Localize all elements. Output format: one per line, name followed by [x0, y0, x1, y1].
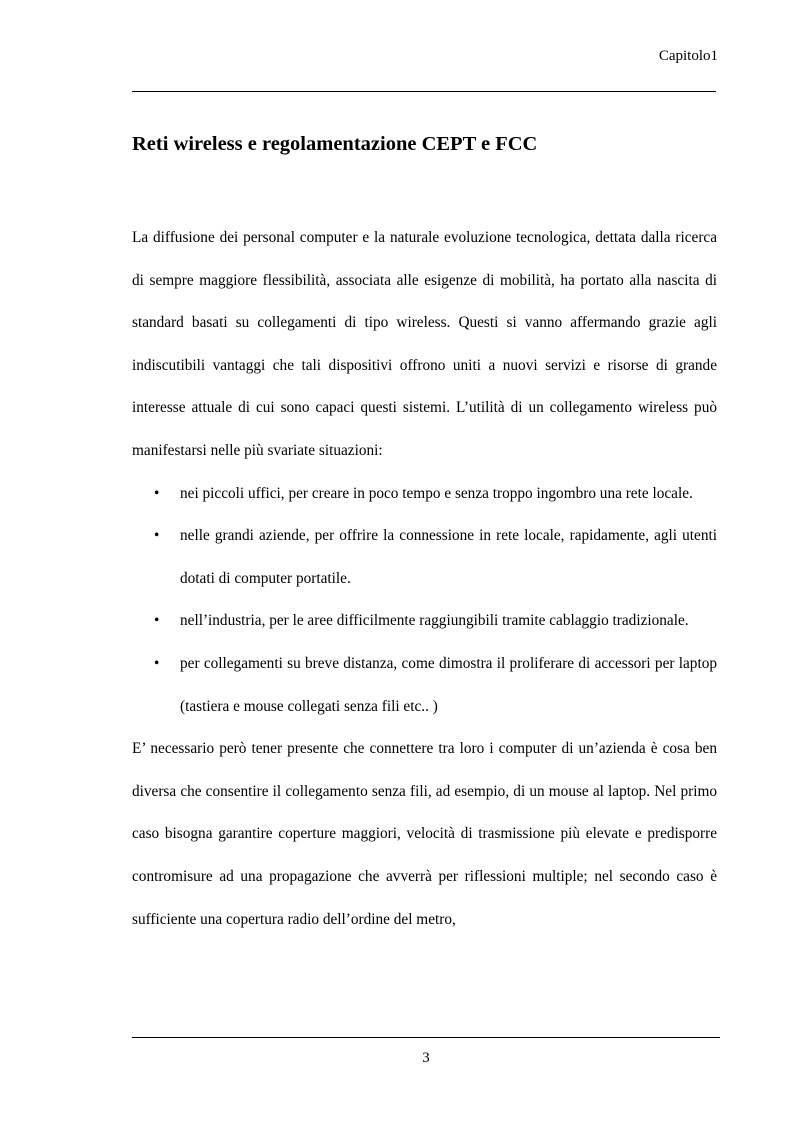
list-item-text: per collegamenti su breve distanza, come dimostra il proliferare di accessori per laptop (tastiera e mouse collegati senza fili etc.. ) [180, 654, 717, 715]
list-item [132, 473, 717, 516]
running-header: Capitolo1 [658, 48, 718, 64]
section-title: Reti wireless e regolamentazione CEPT e FCC [132, 133, 538, 155]
header-rule [132, 91, 716, 92]
bullet-icon: • [154, 654, 160, 672]
bullet-list [132, 473, 717, 729]
bullet-icon: • [154, 527, 160, 545]
intro-paragraph: La diffusione dei personal computer e la naturale evoluzione tecnologica, dettata dalla ricerca di sempre maggiore flessibilità, associata alle esigenze di mobilità, ha portato alla nascita di standard basati su collegamenti di tipo wireless. Questi si vanno affermando grazie agli indiscutibili vantaggi che tali dispositivi offrono uniti a nuovi servizi e risorse di grande interesse attuale di cui sono capaci questi sistemi. L’utilità di un collegamento wireless può manifestarsi nelle più svariate situazioni: [132, 229, 717, 459]
list-item [132, 600, 717, 643]
closing-paragraph: E’ necessario però tener presente che connettere tra loro i computer di un’azienda è cosa ben diversa che consentire il collegamento senza fili, ad esempio, di un mouse al laptop. Nel primo caso bisogna garantire coperture maggiori, velocità di trasmissione più elevate e predisporre contromisure ad una propagazione che avverrà per riflessioni multiple; nel secondo caso è sufficiente una copertura radio dell’ordine del metro, [132, 740, 717, 928]
list-item-text: nelle grandi aziende, per offrire la connessione in rete locale, rapidamente, agli utenti dotati di computer portatile. [180, 527, 717, 587]
list-item-text: nell’industria, per le aree difficilmente raggiungibili tramite cablaggio tradizionale. [180, 612, 689, 630]
list-item [132, 643, 717, 728]
list-item [132, 515, 717, 600]
list-item-text: nei piccoli uffici, per creare in poco tempo e senza troppo ingombro una rete locale. [180, 484, 693, 502]
page-number: 3 [422, 1050, 430, 1066]
bullet-icon: • [154, 484, 160, 502]
footer-rule [132, 1037, 720, 1038]
bullet-icon: • [154, 612, 160, 630]
body-text [132, 217, 717, 941]
